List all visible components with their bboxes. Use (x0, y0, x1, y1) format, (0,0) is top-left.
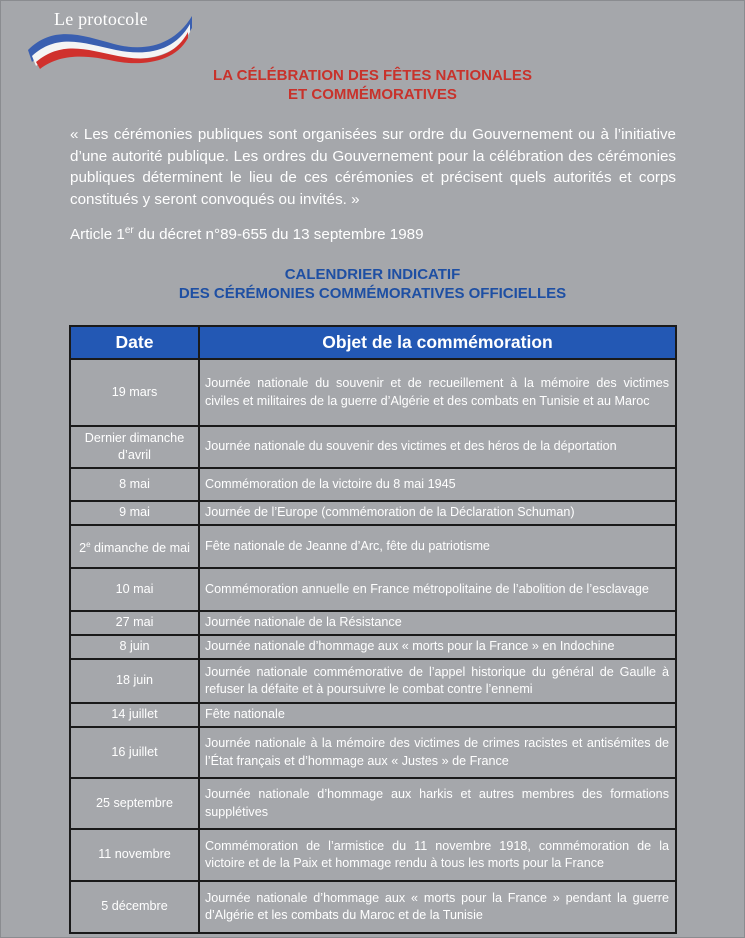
row-date: 5 décembre (70, 881, 199, 933)
row-date-post: dimanche de mai (90, 540, 190, 555)
row-object: Fête nationale (199, 703, 676, 727)
header-object: Objet de la commémoration (199, 326, 676, 359)
decree-quote: « Les cérémonies publiques sont organisées sur ordre du Gouvernement ou à l’initiative d’une autorité publique. Les ordres du Gouvernement pour la célébration des cérémonies publiques déterminent le lieu de ces cérémonies et précisent quels autorités et corps constitués y seront convoqués ou invités. » (70, 126, 676, 208)
row-date-sup: e (86, 539, 91, 549)
row-date: 10 mai (70, 568, 199, 611)
row-date: 9 mai (70, 501, 199, 525)
calendar-title-line1: CALENDRIER INDICATIF (284, 266, 461, 283)
row-object: Journée nationale d’hommage aux harkis et autres membres des formations supplétives (199, 778, 676, 829)
table-row (70, 703, 676, 727)
row-object: Commémoration de l’armistice du 11 novembre 1918, commémoration de la victoire et de la Paix et hommage rendu à tous les morts pour la France (199, 829, 676, 881)
table-row (70, 659, 676, 703)
table-row (70, 468, 676, 501)
page-title (0, 66, 745, 104)
calendar-title-line2: DES CÉRÉMONIES COMMÉMORATIVES OFFICIELLES (178, 285, 567, 302)
row-date: Dernier dimanche d’avril (70, 426, 199, 468)
table-row (70, 359, 676, 426)
row-date: 8 mai (70, 468, 199, 501)
row-object: Journée de l’Europe (commémoration de la Déclaration Schuman) (199, 501, 676, 525)
table-header-row (70, 326, 676, 359)
table-row (70, 635, 676, 659)
row-object: Journée nationale du souvenir des victimes et des héros de la déportation (199, 426, 676, 468)
calendar-table (69, 325, 677, 934)
row-date (70, 525, 199, 568)
row-date-pre: 2 (79, 540, 87, 555)
article-reference (70, 225, 424, 243)
row-date: 14 juillet (70, 703, 199, 727)
row-object: Journée nationale commémorative de l’appel historique du général de Gaulle à refuser la défaite et à poursuivre le combat contre l’ennemi (199, 659, 676, 703)
row-object: Journée nationale du souvenir et de recueillement à la mémoire des victimes civiles et militaires de la guerre d’Algérie et des combats en Tunisie et au Maroc (199, 359, 676, 426)
row-object: Journée nationale de la Résistance (199, 611, 676, 635)
calendar-title (0, 265, 745, 303)
article-pre: Article 1 (70, 226, 125, 243)
row-object: Journée nationale à la mémoire des victimes de crimes racistes et antisémites de l’État français et d’hommage aux « Justes » de France (199, 727, 676, 778)
header-label: Le protocole (54, 9, 148, 29)
page-title-line2: ET COMMÉMORATIVES (288, 86, 457, 103)
row-object: Journée nationale d’hommage aux « morts pour la France » pendant la guerre d’Algérie et les combats du Maroc et de la Tunisie (199, 881, 676, 933)
row-date: 27 mai (70, 611, 199, 635)
header-date: Date (70, 326, 199, 359)
row-object: Commémoration de la victoire du 8 mai 1945 (199, 468, 676, 501)
row-date: 16 juillet (70, 727, 199, 778)
table-row (70, 727, 676, 778)
row-date: 11 novembre (70, 829, 199, 881)
article-post: du décret n°89-655 du 13 septembre 1989 (133, 226, 424, 243)
row-date: 19 mars (70, 359, 199, 426)
row-object: Fête nationale de Jeanne d’Arc, fête du patriotisme (199, 525, 676, 568)
article-sup: er (124, 225, 134, 236)
table-row (70, 829, 676, 881)
row-object: Commémoration annuelle en France métropolitaine de l’abolition de l’esclavage (199, 568, 676, 611)
table-row (70, 778, 676, 829)
row-object: Journée nationale d’hommage aux « morts pour la France » en Indochine (199, 635, 676, 659)
table-row (70, 525, 676, 568)
table-row (70, 881, 676, 933)
table-row (70, 611, 676, 635)
table-row (70, 426, 676, 468)
page-title-line1: LA CÉLÉBRATION DES FÊTES NATIONALES (213, 67, 532, 84)
row-date: 25 septembre (70, 778, 199, 829)
row-date: 8 juin (70, 635, 199, 659)
table-row (70, 568, 676, 611)
row-date: 18 juin (70, 659, 199, 703)
table-row (70, 501, 676, 525)
